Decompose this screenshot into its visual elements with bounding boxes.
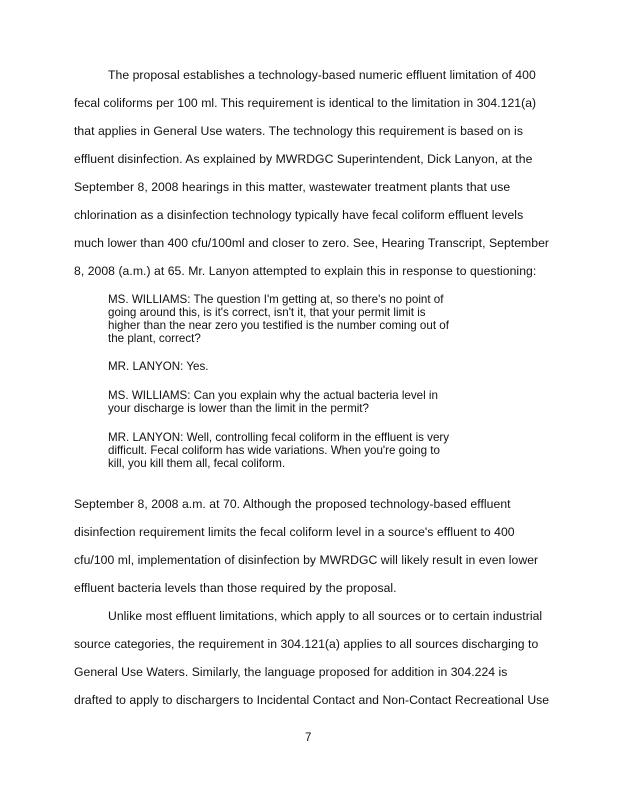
p3-line-4: drafted to apply to dischargers to Incidental Contact and Non-Contact Recreational Use	[74, 693, 550, 707]
p3-line-1: Unlike most effluent limitations, which apply to all sources or to certain industrial	[108, 609, 543, 623]
quote-a2-line-2: difficult. Fecal coliform has wide variations. When you're going to	[108, 444, 440, 457]
p1-line-4: effluent disinfection. As explained by MWRDGC Superintendent, Dick Lanyon, at the	[74, 152, 533, 166]
quote-q1-line-3: higher than the near zero you testified is the number coming out of	[108, 319, 449, 332]
quote-q2-line-2: your discharge is lower than the limit in the permit?	[108, 402, 369, 415]
p1-line-8: 8, 2008 (a.m.) at 65. Mr. Lanyon attempted to explain this in response to questioning:	[74, 264, 537, 278]
p1-line-1: The proposal establishes a technology-based numeric effluent limitation of 400	[108, 68, 536, 82]
quote-q2-line-1: MS. WILLIAMS: Can you explain why the actual bacteria level in	[108, 389, 438, 402]
quote-a2-line-3: kill, you kill them all, fecal coliform.	[108, 457, 286, 470]
quote-a2-line-1: MR. LANYON: Well, controlling fecal coliform in the effluent is very	[108, 431, 450, 444]
p3-line-3: General Use Waters. Similarly, the language proposed for addition in 304.224 is	[74, 665, 508, 679]
p2-line-2: disinfection requirement limits the fecal coliform level in a source's effluent to 400	[74, 525, 515, 539]
p1-line-5: September 8, 2008 hearings in this matter, wastewater treatment plants that use	[74, 180, 511, 194]
quote-q1-line-1: MS. WILLIAMS: The question I'm getting at, so there's no point of	[108, 293, 444, 306]
p2-line-3: cfu/100 ml, implementation of disinfection by MWRDGC will likely result in even lower	[74, 553, 539, 567]
quote-q1-line-4: the plant, correct?	[108, 332, 201, 345]
p1-line-2: fecal coliforms per 100 ml. This requirement is identical to the limitation in 304.121(a)	[74, 96, 537, 110]
p1-line-3: that applies in General Use waters. The technology this requirement is based on is	[74, 124, 523, 138]
p1-line-6: chlorination as a disinfection technology typically have fecal coliform effluent levels	[74, 208, 524, 222]
p3-line-2: source categories, the requirement in 304.121(a) applies to all sources discharging to	[74, 637, 539, 651]
p1-line-7: much lower than 400 cfu/100ml and closer to zero. See, Hearing Transcript, September	[74, 236, 550, 250]
page-number: 7	[305, 732, 312, 744]
p2-line-1: September 8, 2008 a.m. at 70. Although the proposed technology-based effluent	[74, 497, 511, 511]
p2-line-4: effluent bacteria levels than those required by the proposal.	[74, 581, 397, 595]
quote-q1-line-2: going around this, is it's correct, isn't it, that your permit limit is	[108, 306, 426, 319]
quote-a1-line-1: MR. LANYON: Yes.	[108, 360, 209, 373]
